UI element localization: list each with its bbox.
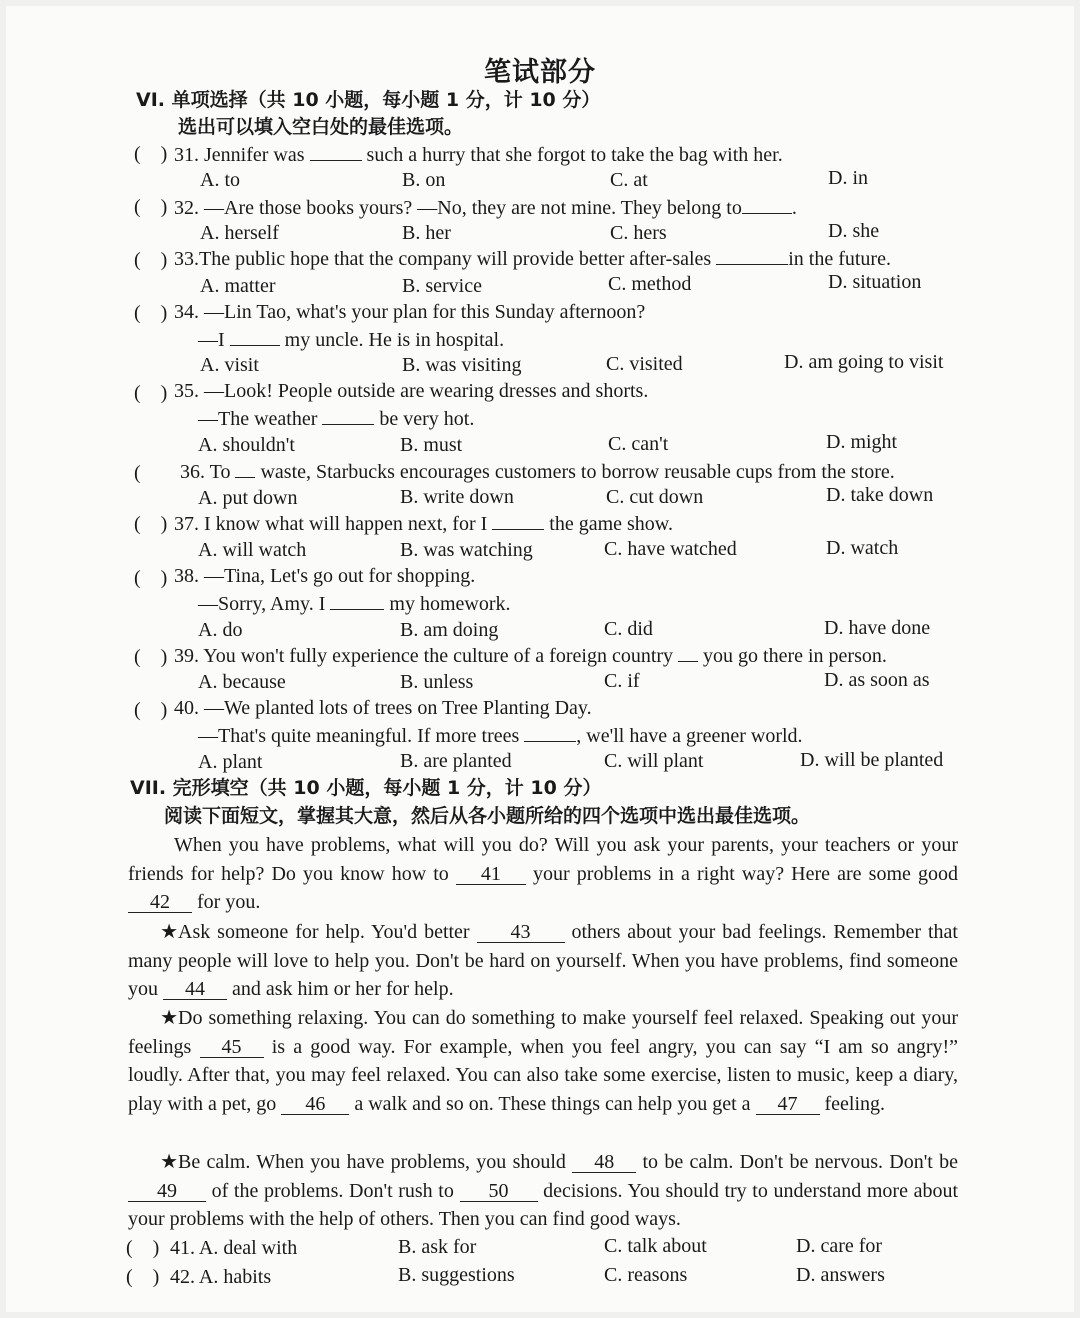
question-stem: .: [791, 197, 797, 219]
question-stem: Jennifer was: [204, 144, 305, 166]
option-c: C. did: [604, 618, 653, 640]
blank-46: 46: [281, 1094, 349, 1115]
answer-paren: (: [134, 462, 141, 484]
blank-41: 41: [456, 864, 526, 885]
answer-blank: [524, 723, 576, 742]
question-stem: —That's quite meaningful. If more trees: [198, 725, 520, 747]
blank-42: 42: [128, 892, 192, 913]
question-41: [170, 1236, 297, 1260]
question-31: [174, 142, 783, 167]
option-b: B. write down: [400, 486, 514, 508]
question-number: 31.: [174, 144, 199, 166]
star-icon: ★: [160, 1149, 178, 1173]
option-d: D. she: [828, 220, 880, 242]
answer-paren: ( ): [134, 646, 168, 668]
question-35-line-2: [198, 406, 474, 431]
option-d: D. have done: [824, 617, 931, 639]
answer-paren: ( ): [134, 249, 168, 271]
answer-paren: ( ): [134, 196, 168, 218]
option-b: B. was visiting: [402, 354, 522, 376]
option-c: C. at: [610, 169, 648, 191]
option-b: B. suggestions: [398, 1264, 515, 1286]
option-d: D. in: [828, 167, 868, 189]
option-d: D. might: [826, 431, 898, 453]
question-number: 34.: [174, 301, 199, 323]
option-a: A. visit: [200, 354, 259, 376]
question-stem: waste, Starbucks encourages customers to borrow reusable cups from the store.: [260, 461, 895, 483]
blank-45: 45: [200, 1037, 264, 1058]
passage-paragraph-3: ★Do something relaxing. You can do something to make yourself feel relaxed. Speaking out your feelings 45 is a good way. For example, when you feel angry, you can say “I am so angry!” loudly. After that, you may feel relaxed. You can also take some exercise, listen to music, keep a diary, play with a pet, go 46 a walk and so on. These things can help you get a 47 feeling.: [128, 1005, 959, 1115]
question-40-line-2: [198, 723, 803, 748]
option-d: D. as soon as: [824, 669, 930, 691]
option-a: A. to: [200, 169, 240, 191]
option-a: A. do: [198, 619, 243, 641]
question-32: [174, 195, 797, 220]
question-stem: —Are those books yours? —No, they are not mine. They belong to: [204, 197, 742, 219]
question-stem: —Tina, Let's go out for shopping.: [204, 565, 476, 587]
question-number: 42.: [170, 1266, 195, 1288]
question-38-line-2: [198, 591, 511, 616]
question-stem: —We planted lots of trees on Tree Planting Day.: [204, 697, 592, 719]
blank-49: 49: [128, 1181, 206, 1202]
option-d: D. care for: [796, 1235, 883, 1257]
option-b: B. on: [402, 169, 446, 191]
option-a: A. habits: [198, 1266, 272, 1288]
option-d: D. situation: [828, 271, 922, 293]
question-stem: You won't fully experience the culture of a foreign country: [203, 645, 674, 667]
option-a: A. herself: [200, 222, 279, 244]
option-c: C. can't: [608, 433, 669, 455]
question-39: [174, 643, 887, 668]
question-stem: —I: [198, 329, 225, 351]
question-stem: To: [209, 461, 231, 483]
option-d: D. watch: [826, 537, 899, 559]
option-d: D. answers: [796, 1264, 885, 1286]
option-b: B. her: [402, 222, 451, 244]
passage-paragraph-2: ★Ask someone for help. You'd better 43 others about your bad feelings. Remember that many people will love to help you. Don't be hard on yourself. When you have problems, find someone you 44 and ask him or her for help.: [128, 919, 958, 1001]
star-icon: ★: [160, 1005, 178, 1029]
answer-paren: ( ): [134, 382, 168, 404]
question-stem: , we'll have a greener world.: [576, 725, 803, 747]
question-stem: —Sorry, Amy. I: [198, 593, 326, 615]
section-7-instruction: 阅读下面短文，掌握其大意，然后从各小题所给的四个选项中选出最佳选项。: [164, 805, 811, 827]
question-stem: —Look! People outside are wearing dresses and shorts.: [204, 380, 649, 402]
option-c: C. talk about: [604, 1235, 707, 1257]
question-36: [180, 459, 895, 484]
question-number: 41.: [170, 1237, 195, 1259]
option-a: A. put down: [198, 487, 298, 509]
option-c: C. cut down: [606, 486, 704, 508]
option-a: A. because: [198, 671, 286, 693]
option-c: C. will plant: [604, 750, 704, 772]
question-stem: you go there in person.: [703, 645, 887, 667]
question-35: [174, 379, 648, 403]
question-40: [174, 696, 592, 720]
option-c: C. reasons: [604, 1264, 688, 1286]
option-b: B. was watching: [400, 539, 533, 561]
question-number: 39.: [174, 645, 199, 667]
option-c: C. have watched: [604, 538, 737, 560]
question-number: 40.: [174, 697, 199, 719]
answer-paren: ( ): [126, 1237, 160, 1259]
question-34-line-2: [198, 327, 504, 352]
passage-paragraph-1: When you have problems, what will you do? Will you ask your parents, your teachers or your friends for help? Do you know how to 41 your problems in a right way? Here are some good 42 for you.: [128, 834, 958, 914]
answer-paren: ( ): [134, 513, 168, 535]
option-a: A. deal with: [198, 1237, 298, 1259]
question-37: [174, 511, 673, 536]
question-38: [174, 564, 475, 588]
question-stem: The public hope that the company will provide better after-sales: [199, 248, 712, 270]
section-6-instruction: 选出可以填入空白处的最佳选项。: [178, 116, 464, 138]
answer-blank: [330, 591, 384, 610]
question-34: [174, 300, 645, 324]
question-stem: the game show.: [549, 513, 673, 535]
answer-paren: ( ): [134, 143, 168, 165]
passage-paragraph-4: ★Be calm. When you have problems, you should 48 to be calm. Don't be nervous. Don't be 49 of the problems. Don't rush to 50 decisions. You should try to understand more about your problems with the help of others. Then you can find good ways.: [128, 1149, 959, 1231]
option-b: B. unless: [400, 671, 474, 693]
answer-paren: ( ): [126, 1266, 160, 1288]
option-b: B. am doing: [400, 619, 499, 641]
question-number: 37.: [174, 513, 199, 535]
blank-47: 47: [756, 1094, 820, 1115]
star-icon: ★: [160, 919, 178, 943]
option-a: A. shouldn't: [198, 434, 295, 456]
option-a: A. will watch: [198, 539, 307, 561]
answer-blank: [492, 511, 544, 530]
question-number: 32.: [174, 197, 199, 219]
question-stem: my homework.: [389, 593, 511, 615]
answer-paren: ( ): [134, 302, 168, 324]
question-stem: I know what will happen next, for I: [204, 513, 488, 535]
blank-43: 43: [477, 922, 565, 943]
option-c: C. hers: [610, 222, 667, 244]
question-42: [170, 1265, 271, 1289]
option-b: B. are planted: [400, 750, 512, 772]
question-number: 35.: [174, 380, 199, 402]
answer-blank: [678, 643, 698, 662]
option-b: B. must: [400, 434, 463, 456]
option-d: D. will be planted: [800, 749, 944, 771]
answer-blank: [742, 195, 792, 214]
page-title: 笔试部分: [484, 57, 596, 88]
option-a: A. plant: [198, 751, 263, 773]
answer-paren: ( ): [134, 567, 168, 589]
option-c: C. visited: [606, 353, 683, 375]
blank-48: 48: [572, 1152, 636, 1173]
blank-50: 50: [460, 1181, 538, 1202]
question-stem: be very hot.: [379, 408, 475, 430]
answer-blank: [230, 327, 280, 346]
question-number: 38.: [174, 565, 199, 587]
blank-44: 44: [163, 979, 227, 1000]
question-stem: —Lin Tao, what's your plan for this Sunday afternoon?: [204, 301, 646, 323]
option-d: D. am going to visit: [784, 351, 944, 373]
option-b: B. service: [402, 275, 482, 297]
answer-blank: [310, 142, 362, 161]
question-stem: in the future.: [788, 248, 891, 270]
answer-blank: [322, 406, 374, 425]
question-stem: —The weather: [198, 408, 318, 430]
question-number: 36.: [180, 461, 205, 483]
option-a: A. matter: [200, 275, 276, 297]
option-c: C. method: [608, 273, 692, 295]
answer-paren: ( ): [134, 699, 168, 721]
question-stem: my uncle. He is in hospital.: [284, 329, 505, 351]
answer-blank: [716, 246, 788, 265]
question-stem: such a hurry that she forgot to take the bag with her.: [366, 144, 783, 166]
section-6-heading: VI. 单项选择（共 10 小题，每小题 1 分，计 10 分）: [136, 89, 601, 111]
option-b: B. ask for: [398, 1236, 477, 1258]
option-d: D. take down: [826, 484, 934, 506]
question-number: 33.: [174, 248, 199, 270]
option-c: C. if: [604, 670, 640, 692]
question-33: [174, 246, 891, 271]
section-7-heading: VII. 完形填空（共 10 小题，每小题 1 分，计 10 分）: [130, 777, 602, 799]
answer-blank: [235, 459, 255, 478]
